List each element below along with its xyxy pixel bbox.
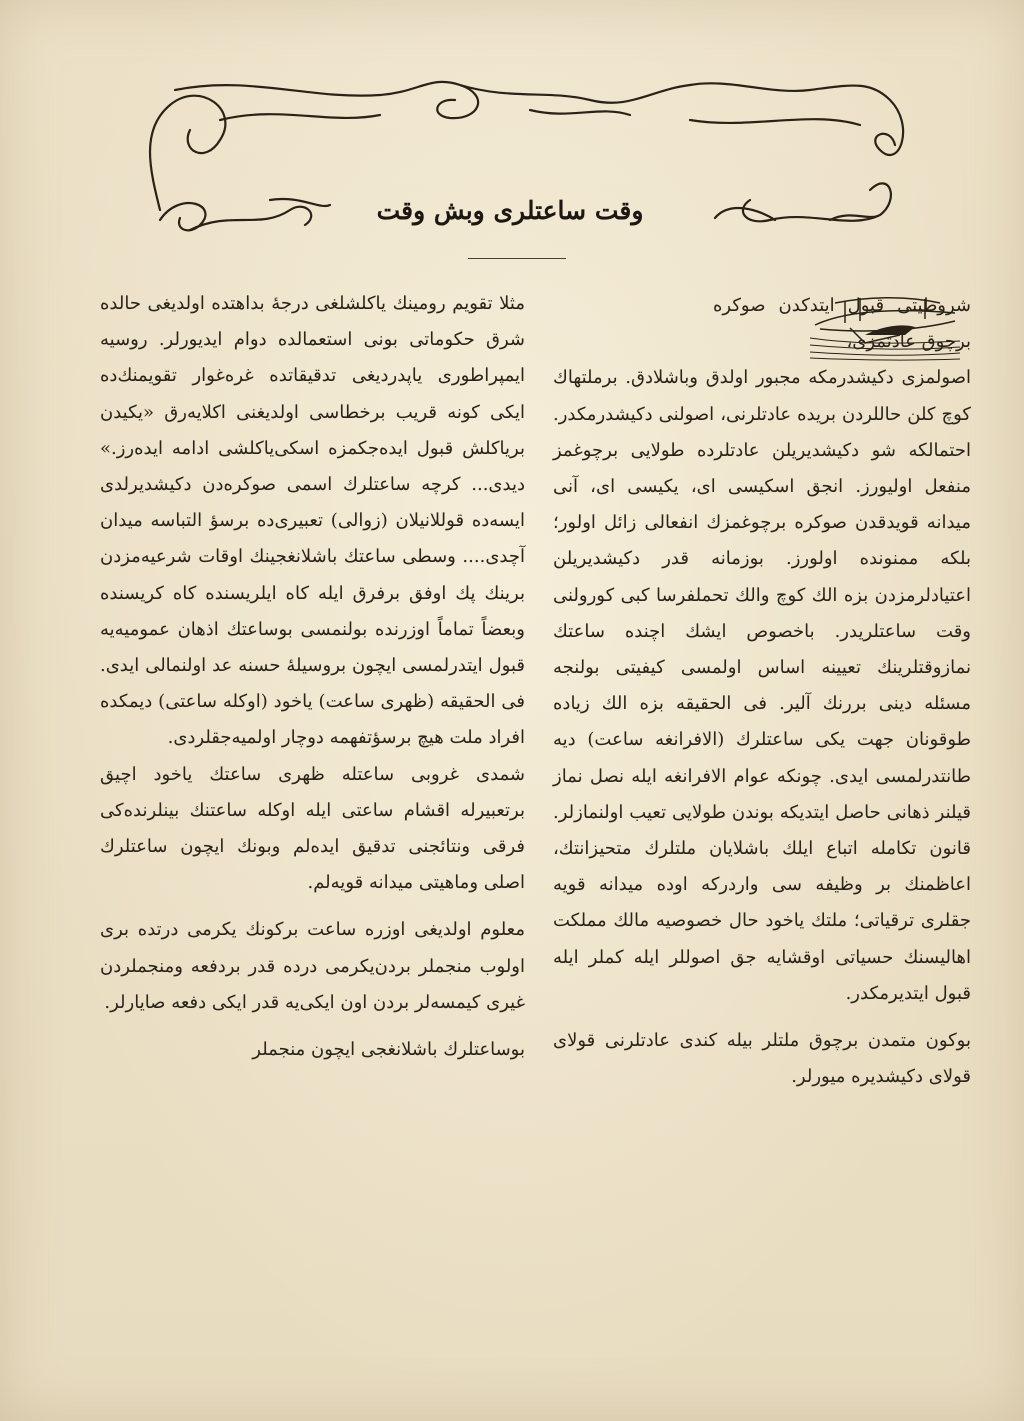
paragraph: شمدی غروبی ساعتله ظهری ساعتك یاخود اچیق برتعبیرله اقشام ساعتی ایله اوکله ساعتنك بینلرنده‌کی فرقی ونتائجنی تدقیق ایده‌لم وبونك ایچون ساعتلرك اصلی وماهیتی میدانه قویه‌لم. [100, 763, 525, 894]
text-column-left [100, 286, 525, 1068]
title-divider [468, 258, 566, 259]
header-ornament [130, 70, 920, 260]
paragraph: بوساعتلرك باشلانغجی ایچون منجملر [252, 1039, 525, 1061]
paragraph: مثلا تقویم رومینك یاکلشلغی درجهٔ بداهتده اولدیغی حالده شرق حکوماتی بونی استعمالده دوام ایدیورلر. روسیه ایمپراطوری یاپدردیغی تدقیقاتده غره‌غوار تقویمنك‌ده ایکی کونه قریب برخطاسی اولدیغنی اکلایه‌رق «یکیدن بریاکلش قبول ایده‌جکمزه اسکی‌یاکلشی ادامه ایده‌رز.» دیدی... کرچه ساعتلرك اسمی صوکره‌دن دکیشدیرلدی ایسه‌ده قوللانیلان (زوالی) تعبیری‌ده برسؤ التباسه میدان آچدی.... وسطی ساعتك باشلانغجینك اوقات شرعیه‌مزدن برینك پك اوفق برفرق ایله کاه ایلریسنده کاه کریسنده وبعضاً تماماً اوزرنده بولنمسی بوساعتك اذهان عمومیه‌یه قبول ایتدرلمسی ایچون بروسیلهٔ حسنه عد اولنمالی ایدی. فی الحقیقه (ظهری ساعت) یاخود (اوکله ساعتی) دیمکده افراد ملت هیچ برسؤتفهمه دوچار اولمیه‌جقلردی. [100, 293, 525, 749]
article-title: وقت ساعتلری وبش وقت [376, 196, 644, 225]
opening-paragraph: شروطیتی قبول ایتدکدن صوکره برچوق عادتمزی، [713, 295, 971, 353]
text-column-right [553, 288, 971, 1095]
paragraph: اصولمزی دکیشدرمکه مجبور اولدق وباشلادق. برملتهاك کوچ کلن حاللردن بریده عادتلرنی، اصولنی دکیشدرمکدر. احتمالکه شو دکیشدیریلن عادتلرده طولایی برچوغمز منفعل اولیورز. انجق اسکیسی ای، یکیسی ای، آنی میدانه قویدقدن صوکره برچوغمزك انفعالی زائل اولور؛ بلکه ممنونده اولورز. بوزمانه قدر دکیشدیریلن اعتیادلرمزدن بزه الك کوچ والك تحملفرسا کبی کورولنی وقت ساعتلریدر. باخصوص ایشك اچنده ساعتك نمازوقتلرینك تعیینه اساس اولمسی کیفیتی بولنجه مسئله دینی بررنك آلیر. فی الحقیقه بزه الك زیاده طوقونان جهت یکی ساعتلرك (الافرانغه ساعت) دیه طانتدرلمسی ایدی. چونکه عوام الافرانغه ایله نصل نماز قیلنر ذهانی حاصل ایتدیکه بوندن طولایی تعیب اولنمازلر. قانون تکامله اتباع ایلك باشلایان ملتلرك متحیزانتك، اعاظمنك بر وظیفه سی واردرکه اوده میدانه قویه جقلری ترقیاتی؛ ملتك یاخود حال خصوصیه مالك مملکت اهالیسنك حسیاتی اوقشایه جق اصوللر ایله کملر ایله قبول ایتدیرمکدر. [553, 367, 971, 1004]
paragraph: معلوم اولدیغی اوزره ساعت برکونك یکرمی درتده بری اولوب منجملر بردن‌یکرمی درده قدر بردفعه ومنجملردن غیری کیمسه‌لر بردن اون ایکی‌یه قدر ایکی دفعه صایارلر. [100, 919, 525, 1013]
paragraph: بوکون متمدن برچوق ملتلر بیله کندی عادتلرنی قولای قولای دکیشدیره میورلر. [553, 1030, 971, 1088]
